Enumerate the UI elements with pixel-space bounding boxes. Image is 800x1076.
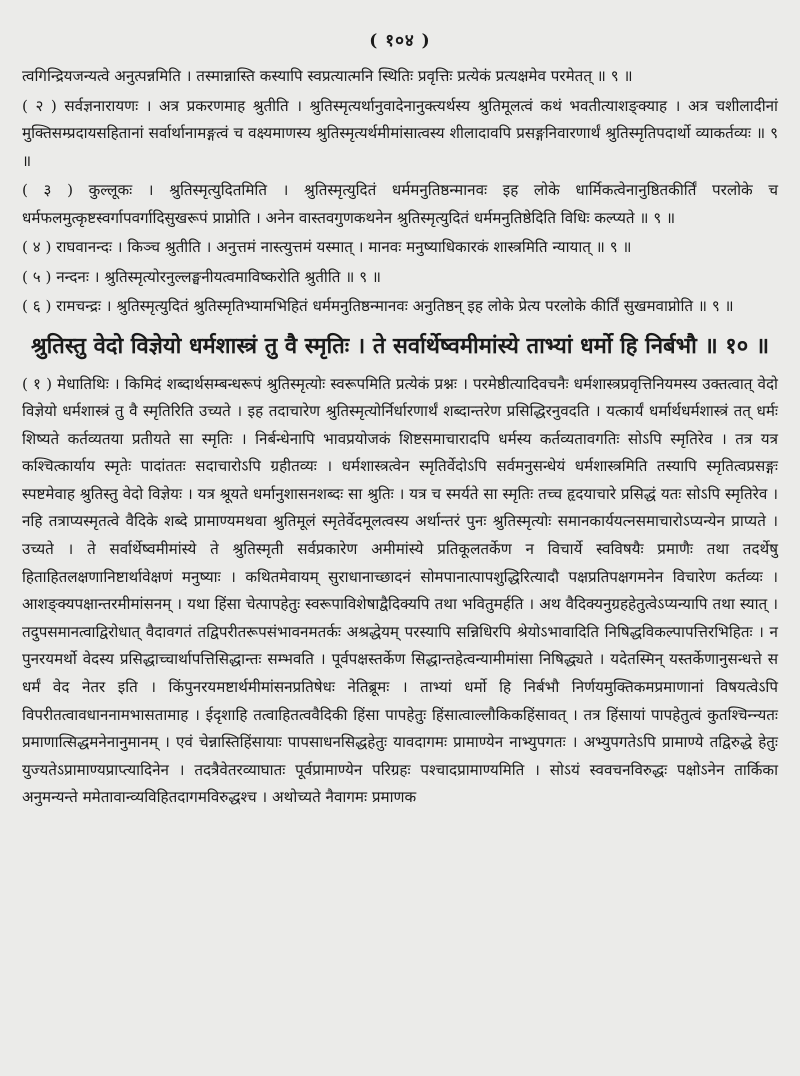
- commentary-medhatithi: ( १ ) मेधातिथिः । किमिदं शब्दार्थसम्बन्धरूपं श्रुतिस्मृत्योः स्वरूपमिति प्रत्येकं प्रश्नः । परमेष्ठीत्यादिवचनैः धर्मशास्त्रप्रवृत्तिनियमस्य उक्तत्वात् वेदो विज्ञेयो धर्मशास्त्रं तु वै स्मृतिरिति उच्यते । इह तदाचारेण श्रुतिस्मृत्योर्निर्धारणार्थं शब्दान्तरेण प्रसिद्धिरनुवदति । यत्कार्यं धर्मार्थधर्मशास्त्रं तत् धर्मः शिष्यते कर्तव्यतया प्रतीयते सा स्मृतिः । निर्बन्धेनापि भावप्रयोजकं शिष्टसमाचारादपि धर्मस्य कर्तव्यतावगतिः सोऽपि स्मृतिरेव । तत्र यत्र कश्चित्कार्याय स्मृतेः पादांततः सदाचारोऽपि ग्रहीतव्यः । धर्मशास्त्रत्वेन स्मृतिर्वेदोऽपि सर्वमनुसन्धेयं धर्मशास्त्रमिति तस्यापि स्मृतित्वप्रसङ्गः स्पष्टमेवाह श्रुतिस्तु वेदो विज्ञेयः । यत्र श्रूयते धर्मानुशासनशब्दः सा श्रुतिः । यत्र च स्मर्यते सा स्मृतिः तच्च हृदयाचारे प्रसिद्धं यतः सोऽपि स्मृतिरेव । नहि तत्राप्यस्मृतत्वे वैदिके शब्दे प्रामाण्यमथवा श्रुतिमूलं स्मृतेर्वेदमूलत्वस्य अर्थान्तरं पुनः श्रुतिस्मृत्योः समानकार्ययत्नसमाचारोऽप्यन्येन प्राप्यते । उच्यते । ते सर्वार्थेष्वमीमांस्ये ते श्रुतिस्मृती सर्वप्रकारेण अमीमांस्ये प्रतिकूलतर्केण न विचार्ये स्वविषयैः प्रमाणैः तथा तदर्थेषु हिताहितलक्षणानिष्टार्थावेक्षणं मनुष्याः । कथितमेवायम् सुराधानाच्छादनं सोमपानात्पापशुद्धिरित्यादौ पक्षप्रतिपक्षगमनेन विचारेण कर्तव्यः । आशङ्क्यपक्षान्तरमीमांसनम् । यथा हिंसा चेत्पापहेतुः स्वरूपाविशेषाद्वैदिक्यपि तथा भवितुमर्हति । अथ वैदिक्यनुग्रहहेतुत्वेऽप्यन्यापि तथा स्यात् । तदुपसमानत्वाद्विरोधात् वैदावगतं तद्विपरीतरूपसंभावनमतर्कः अश्रद्धेयम् परस्यापि सन्निधिरपि श्रेयोऽभावादिति निषिद्धविकल्पापत्तिरभिहितः । न पुनरयमर्थो वेदस्य प्रसिद्धाच्चार्थापत्तिसिद्धान्तः सम्भवति । पूर्वपक्षस्तर्केण सिद्धान्तहेत्वन्यामीमांसा निषिद्ध्यते । यदेतस्मिन् यस्तर्केणानुसन्धत्ते स धर्मं वेद नेतर इति । किंपुनरयमष्टार्थमीमांसनप्रतिषेधः नेतिब्रूमः । ताभ्यां धर्मो हि निर्बभौ निर्णयमुक्तिकमप्रमाणानां विषयत्वेऽपि विपरीतत्वावधाननामभासतामाह । ईदृशाहि तत्वाहितत्ववैदिकी हिंसा पापहेतुः हिंसात्वाल्लौकिकहिंसावत् । तत्र हिंसायां पापहेतुत्वं कुतश्चिन्न्यतः प्रमाणात्सिद्धमनेनानुमानम् । एवं चेन्नास्तिहिंसायाः पापसाधनसिद्धहेतुः यावदागमः प्रामाण्येन नाभ्युपगतः । अभ्युपगतेऽपि प्रामाण्ये तद्विरुद्धे हेतुः युज्यतेऽप्रामाण्यप्राप्त्यादिनेन । तदत्रैवेतरव्याघातः पूर्वप्रामाण्येन परिग्रहः पश्चादप्रामाण्यमिति । सोऽयं स्ववचनविरुद्धः पक्षोऽनेन तार्किका अनुमन्यन्ते ममेतावान्व्यविहितदागमविरुद्धश्च । अथोच्यते नैवागमः प्रमाणक: [22, 374, 778, 807]
- paragraph-intro: त्वगिन्द्रियजन्यत्वे अनुत्पन्नमिति । तस्मान्नास्ति कस्यापि स्वप्रत्यात्मनि स्थितिः प्रवृत्तिः प्रत्येकं प्रत्यक्षमेव परमेतत् ॥ ९ ॥: [22, 67, 633, 85]
- paragraph-nandana: ( ५ ) नन्दनः । श्रुतिस्मृत्योरनुल्लङ्घनीयत्वमाविष्करोति श्रुतीति ॥ ९ ॥: [22, 267, 382, 286]
- paragraph-raghavananda: ( ४ ) राघवानन्दः । किञ्च श्रुतीति । अनुत्तमं नास्त्युत्तमं यस्मात् । मानवः मनुष्याधिकारकं शास्त्रमिति न्यायात् ॥ ९ ॥: [22, 238, 632, 256]
- verse-heading: श्रुतिस्तु वेदो विज्ञेयो धर्मशास्त्रं तु वै स्मृतिः । ते सर्वार्थेष्वमीमांस्ये ताभ्यां धर्मो हि निर्बभौ ॥ १० ॥: [31, 332, 769, 359]
- paragraph-kulluka: ( ३ ) कुल्लूकः । श्रुतिस्मृत्युदितमिति । श्रुतिस्मृत्युदितं धर्ममनुतिष्ठन्मानवः इह लोके धार्मिकत्वेनानुष्ठितकीर्तिं परलोके च धर्मफलमुत्कृष्टस्वर्गापवर्गादिसुखरूपं प्राप्नोति । अनेन वास्तवगुणकथनेन श्रुतिस्मृत्युदितं धर्ममनुतिष्ठेदिति विधिः कल्प्यते ॥ ९ ॥: [22, 181, 778, 227]
- paragraph-sarvajnanarayana: ( २ ) सर्वज्ञनारायणः । अत्र प्रकरणमाह श्रुतीति । श्रुतिस्मृत्यर्थानुवादेनानुक्त्यर्थस्य श्रुतिमूलत्वं कथं भवतीत्याशङ्क्याह । अत्र चशीलादीनां मुक्तिसम्प्रदायसहितानां सर्वार्थानामङ्गत्वं च वक्ष्यमाणस्य श्रुतिस्मृत्यर्थमीमांसात्वस्य शीलादावपि प्रसङ्गनिवारणार्थं श्रुतिस्मृतिपदार्थो व्याकर्तव्यः ॥ ९ ॥: [22, 96, 778, 170]
- page-number: ( १०४ ): [369, 31, 431, 51]
- paragraph-ramachandra: ( ६ ) रामचन्द्रः । श्रुतिस्मृत्युदितं श्रुतिस्मृतिभ्यामभिहितं धर्ममनुतिष्ठन्मानवः अनुतिष्ठन् इह लोके प्रेत्य परलोके कीर्तिं सुखमवाप्नोति ॥ ९ ॥: [22, 297, 734, 315]
